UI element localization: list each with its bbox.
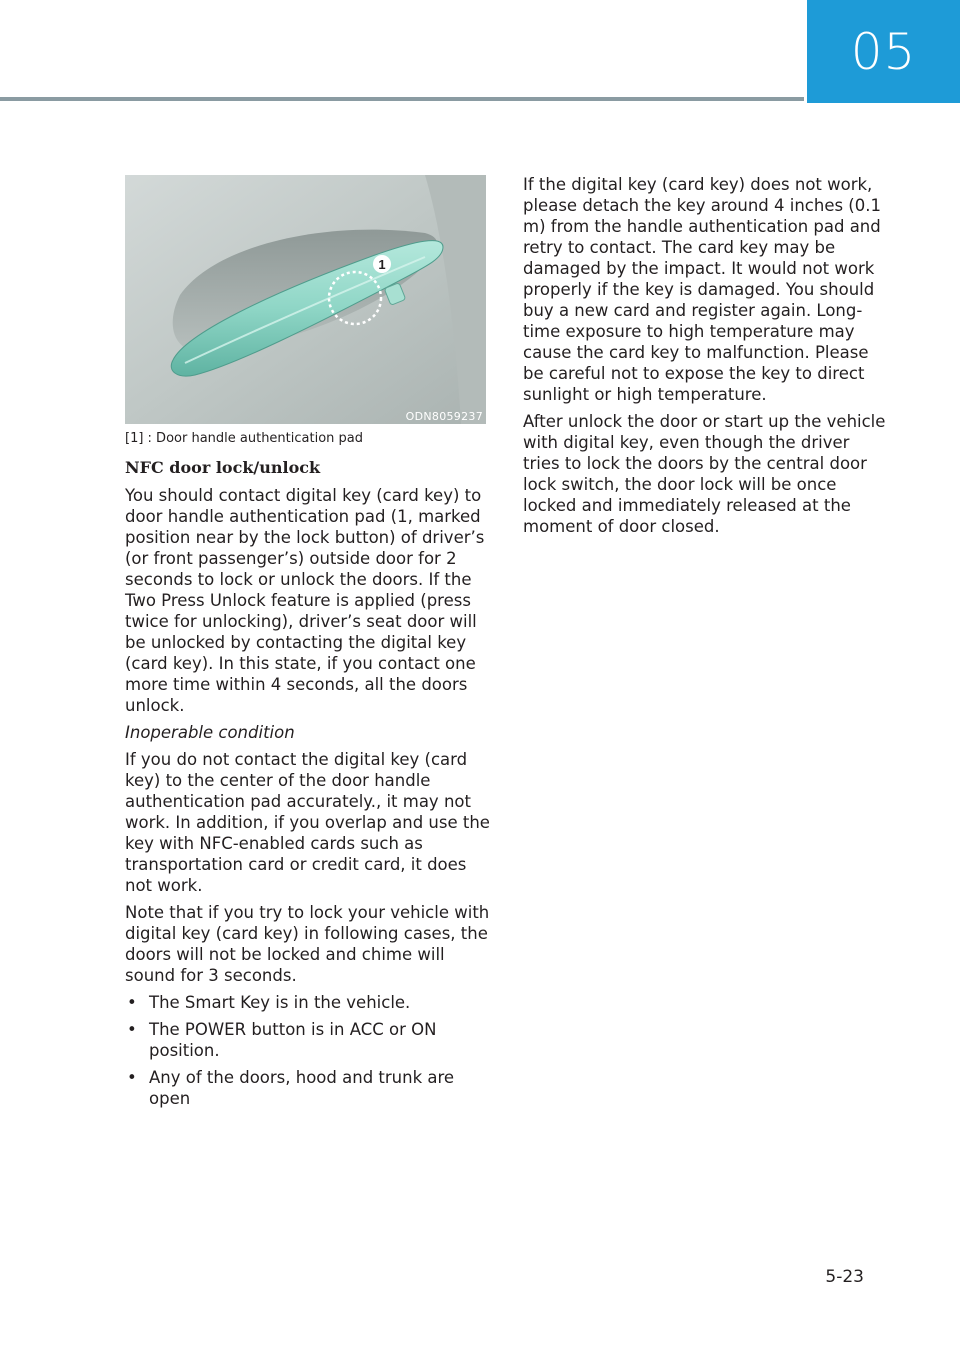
figure-caption: [1] : Door handle authentication pad (125, 431, 363, 446)
retry-paragraph: If the digital key (card key) does not work, please detach the key around 4 inches (0.1 m) from the handle authentication pad and retry to contact. The card key may be damaged by the impact. It would not work properly if the key is damaged. You should buy a new card and register again. Long-time exposure to high temperature may cause the card key to malfunction. Please be careful not to expose the key to direct sunlight or high temperature. (523, 175, 881, 404)
left-column (125, 457, 490, 1115)
list-item-text: The POWER button is in ACC or ON position. (149, 1020, 437, 1060)
central-lock-paragraph: After unlock the door or start up the vehicle with digital key, even though the driver tries to lock the doors by the central door lock switch, the door lock will be once locked and immediately released at the moment of door closed. (523, 412, 886, 536)
chapter-tab: 05 (807, 0, 960, 103)
bullet-icon: • (127, 1068, 137, 1087)
lock-note-paragraph: Note that if you try to lock your vehicle with digital key (card key) in following cases, the doors will not be locked and chime will sound for 3 seconds. (125, 903, 490, 985)
list-item (125, 992, 490, 1013)
header-rule (0, 97, 804, 101)
list-item (125, 1067, 490, 1109)
condition-list (125, 992, 490, 1109)
door-handle-drawing (125, 175, 486, 424)
bullet-icon: • (127, 1020, 137, 1039)
intro-paragraph: You should contact digital key (card key) to door handle authentication pad (1, marked position near by the lock button) of driver’s (or front passenger’s) outside door for 2 seconds to lock or unlock the doors. If the Two Press Unlock feature is applied (press twice for unlocking), driver’s seat door will be unlocked by contacting the digital key (card key). In this state, if you contact one more time within 4 seconds, all the doors unlock. (125, 486, 485, 715)
figure-code: ODN8059237 (405, 410, 483, 423)
right-column (523, 174, 888, 543)
list-item-text: The Smart Key is in the vehicle. (149, 993, 411, 1012)
door-handle-illustration (125, 175, 486, 424)
callout-number: 1 (378, 257, 386, 272)
inoperable-heading: Inoperable condition (125, 723, 295, 742)
list-item (125, 1019, 490, 1061)
bullet-icon: • (127, 993, 137, 1012)
inoperable-paragraph: If you do not contact the digital key (card key) to the center of the door handle authentication pad accurately., it may not work. In addition, if you overlap and use the key with NFC-enabled cards such as transportation card or credit card, it does not work. (125, 750, 490, 895)
page-number: 5-23 (825, 1267, 864, 1287)
list-item-text: Any of the doors, hood and trunk are open (149, 1068, 455, 1108)
section-heading: NFC door lock/unlock (125, 458, 321, 477)
